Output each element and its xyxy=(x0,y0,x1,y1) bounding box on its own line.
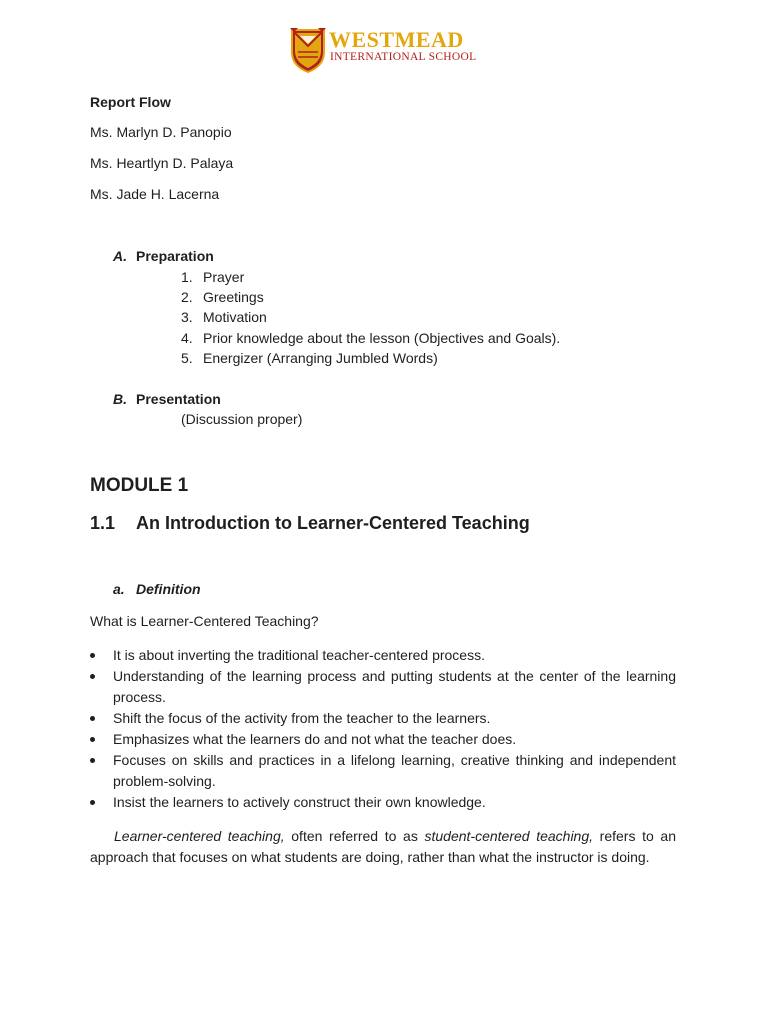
module-title: MODULE 1 xyxy=(90,475,189,496)
bullet-text: Insist the learners to actively construct their own knowledge. xyxy=(113,794,486,810)
bullet-item xyxy=(90,666,676,708)
preparation-letter: A. xyxy=(113,248,127,264)
bullet-icon xyxy=(90,653,95,658)
bullet-item xyxy=(90,708,676,729)
list-item-number: 1. xyxy=(181,269,193,285)
bullet-item xyxy=(90,645,676,666)
list-item-number: 3. xyxy=(181,309,193,325)
bullet-item xyxy=(90,792,676,813)
definition-paragraph xyxy=(90,826,676,868)
list-item-number: 5. xyxy=(181,350,193,366)
bullet-icon xyxy=(90,674,95,679)
presentation-note: (Discussion proper) xyxy=(181,411,303,427)
bullet-text: Focuses on skills and practices in a lifelong learning, creative thinking and independent problem-solving. xyxy=(113,752,676,789)
list-item-number: 4. xyxy=(181,330,193,346)
paragraph-text: refers to an approach that focuses on what students are doing, rather than what the instructor is doing. xyxy=(90,828,677,865)
list-item: Motivation xyxy=(203,309,267,325)
bullet-item xyxy=(90,729,676,750)
bullet-text: Shift the focus of the activity from the teacher to the learners. xyxy=(113,710,491,726)
presentation-letter: B. xyxy=(113,391,127,407)
bullet-text: Understanding of the learning process and putting students at the center of the learning process. xyxy=(113,668,676,705)
report-flow-heading: Report Flow xyxy=(90,94,171,110)
term-student-centered: student-centered teaching, xyxy=(424,828,594,844)
definition-bullet-list xyxy=(90,645,676,813)
term-learner-centered: Learner-centered teaching, xyxy=(114,828,285,844)
section-number: 1.1 xyxy=(90,513,116,533)
reporter-name: Ms. Heartlyn D. Palaya xyxy=(90,155,234,171)
bullet-icon xyxy=(90,716,95,721)
presentation-heading: Presentation xyxy=(136,391,221,407)
section-title: An Introduction to Learner-Centered Teaching xyxy=(136,513,530,533)
paragraph-text: often referred to as xyxy=(284,828,425,844)
list-item-number: 2. xyxy=(181,289,193,305)
bullet-icon xyxy=(90,758,95,763)
school-crest-icon xyxy=(288,26,328,74)
brand-name: WESTMEAD xyxy=(329,27,464,52)
preparation-heading: Preparation xyxy=(136,248,214,264)
bullet-text: Emphasizes what the learners do and not what the teacher does. xyxy=(113,731,517,747)
bullet-item xyxy=(90,750,676,792)
definition-letter: a. xyxy=(113,581,125,597)
bullet-icon xyxy=(90,737,95,742)
school-logo xyxy=(288,26,484,76)
brand-subtitle: INTERNATIONAL SCHOOL xyxy=(330,51,477,63)
list-item: Energizer (Arranging Jumbled Words) xyxy=(203,350,438,366)
reporter-name: Ms. Marlyn D. Panopio xyxy=(90,124,232,140)
definition-heading: Definition xyxy=(136,581,201,597)
bullet-text: It is about inverting the traditional teacher-centered process. xyxy=(113,647,485,663)
list-item: Prior knowledge about the lesson (Objectives and Goals). xyxy=(203,330,561,346)
list-item: Greetings xyxy=(203,289,264,305)
definition-question: What is Learner-Centered Teaching? xyxy=(90,613,319,629)
list-item: Prayer xyxy=(203,269,245,285)
reporter-name: Ms. Jade H. Lacerna xyxy=(90,186,220,202)
bullet-icon xyxy=(90,800,95,805)
